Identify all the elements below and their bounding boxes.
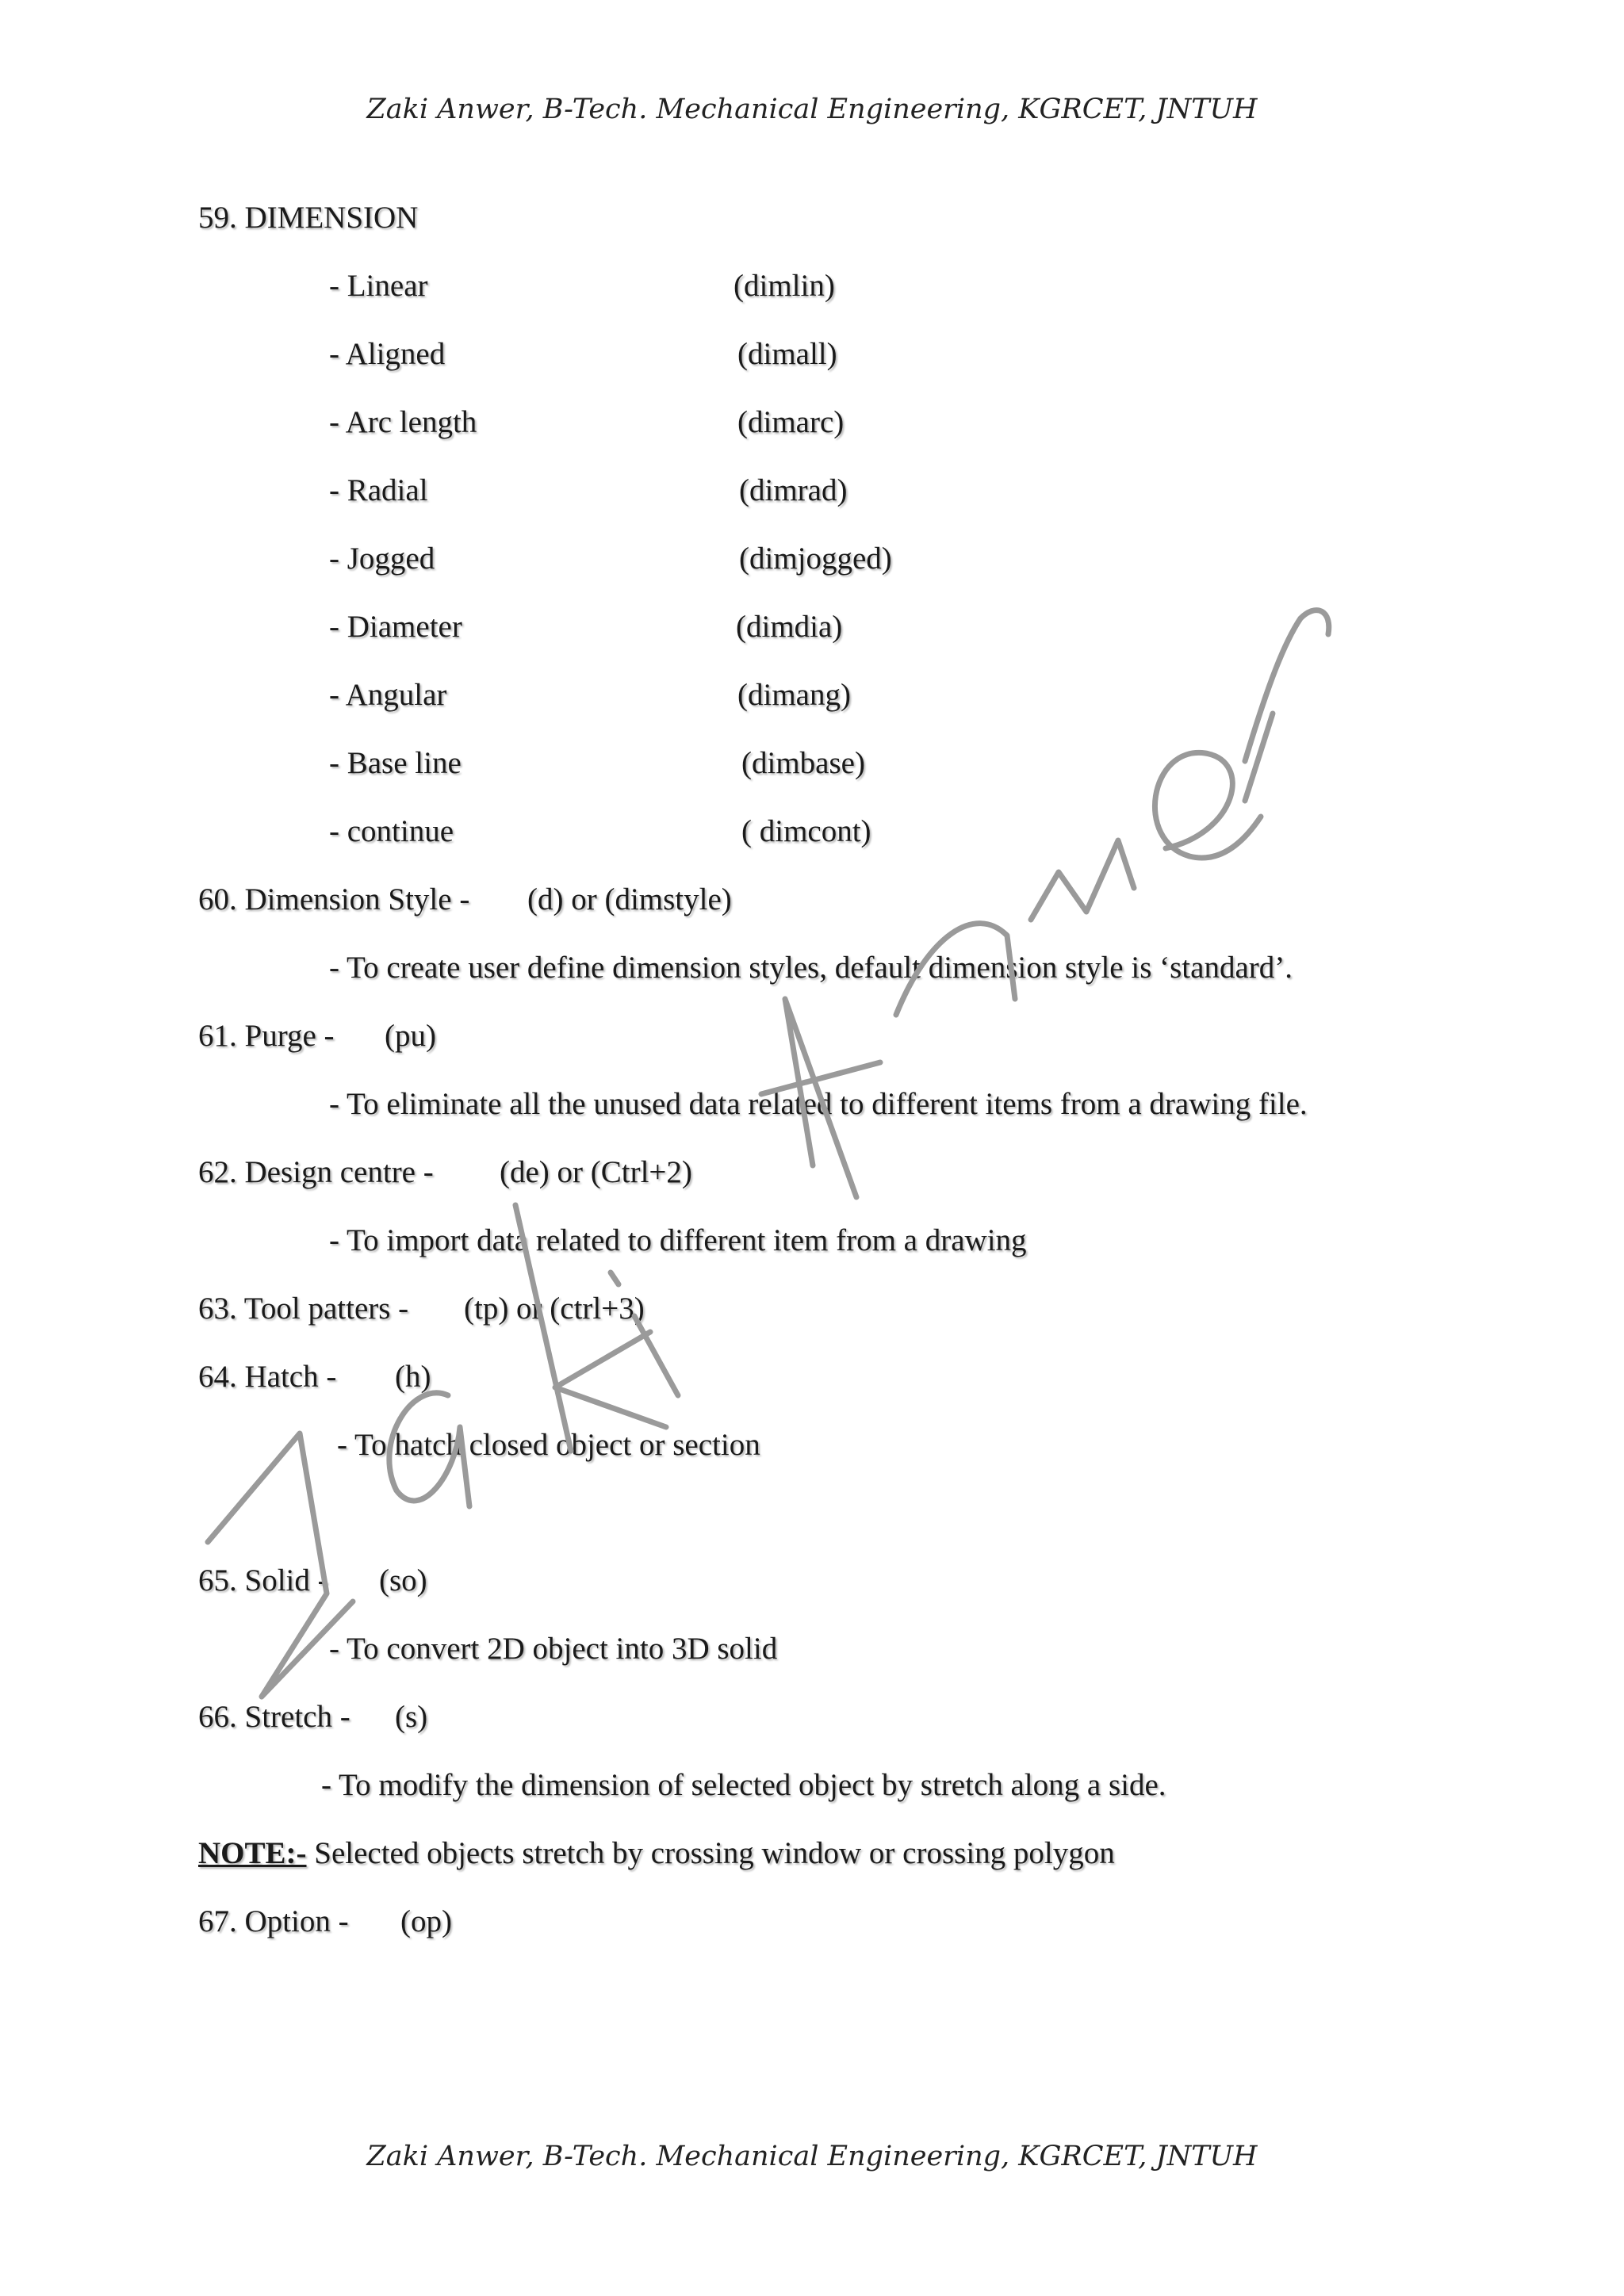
section-63-command: (tp) or (ctrl+3) xyxy=(464,1292,645,1326)
dim-item-command: (dimall) xyxy=(737,337,837,371)
section-65-command: (so) xyxy=(379,1563,427,1598)
section-60-command: (d) or (dimstyle) xyxy=(527,882,732,916)
section-60-title: 60. Dimension Style - xyxy=(198,882,470,916)
dim-item-command: (dimjogged) xyxy=(739,541,892,576)
dim-item-command: (dimang) xyxy=(737,678,851,712)
dim-item-label: - Diameter xyxy=(329,610,462,644)
dim-item-command: ( dimcont) xyxy=(741,814,871,848)
note-line xyxy=(198,1835,1115,1871)
section-64-description: - To hatch closed object or section xyxy=(337,1428,760,1462)
dim-item-command: (dimdia) xyxy=(736,610,843,644)
section-67-title: 67. Option - xyxy=(198,1904,349,1938)
dim-item-label: - Base line xyxy=(329,746,462,780)
section-65-description: - To convert 2D object into 3D solid xyxy=(329,1632,778,1666)
section-60-description: - To create user define dimension styles, default dimension style is ‘standard’. xyxy=(329,951,1293,985)
dim-item-command: (dimlin) xyxy=(733,269,835,303)
section-65-title: 65. Solid - xyxy=(198,1563,328,1598)
note-label: NOTE:- xyxy=(198,1836,307,1870)
dim-item-label: - continue xyxy=(329,814,454,848)
section-64-command: (h) xyxy=(395,1360,431,1394)
section-61-title: 61. Purge - xyxy=(198,1019,335,1053)
dim-item-command: (dimarc) xyxy=(737,405,845,439)
dim-item-label: - Radial xyxy=(329,473,428,507)
section-61-command: (pu) xyxy=(385,1019,436,1053)
dim-item-command: (dimbase) xyxy=(741,746,865,780)
section-66-description: - To modify the dimension of selected object by stretch along a side. xyxy=(321,1768,1166,1802)
dim-item-label: - Angular xyxy=(329,678,447,712)
dim-item-label: - Jogged xyxy=(329,541,435,576)
section-62-description: - To import data related to different item from a drawing xyxy=(329,1223,1027,1257)
dim-item-label: - Arc length xyxy=(329,405,477,439)
dim-item-label: - Aligned xyxy=(329,337,446,371)
section-61-description: - To eliminate all the unused data related to different items from a drawing file. xyxy=(329,1087,1308,1121)
section-62-title: 62. Design centre - xyxy=(198,1155,434,1189)
section-62-command: (de) or (Ctrl+2) xyxy=(500,1155,692,1189)
note-text: Selected objects stretch by crossing window or crossing polygon xyxy=(306,1836,1115,1870)
page-header: Zaki Anwer, B-Tech. Mechanical Engineering, KGRCET, JNTUH xyxy=(366,94,1258,125)
section-64-title: 64. Hatch - xyxy=(198,1360,337,1394)
section-67-command: (op) xyxy=(400,1904,452,1938)
section-59-title: 59. DIMENSION xyxy=(198,201,419,235)
section-66-title: 66. Stretch - xyxy=(198,1700,350,1734)
section-63-title: 63. Tool patters - xyxy=(198,1292,409,1326)
dim-item-command: (dimrad) xyxy=(739,473,848,507)
section-66-command: (s) xyxy=(395,1700,428,1734)
page-footer: Zaki Anwer, B-Tech. Mechanical Engineering, KGRCET, JNTUH xyxy=(366,2141,1258,2172)
dim-item-label: - Linear xyxy=(329,269,428,303)
